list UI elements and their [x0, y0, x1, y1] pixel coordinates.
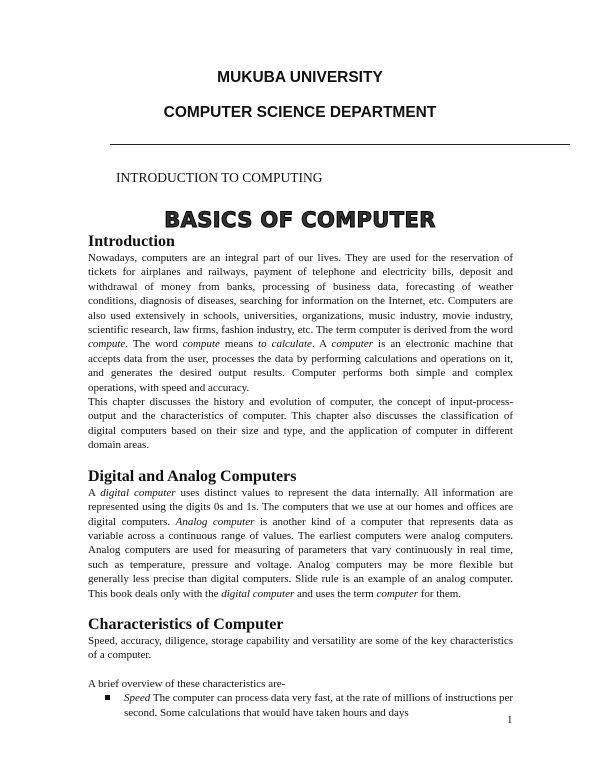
digital-analog-heading: Digital and Analog Computers [88, 467, 297, 485]
characteristics-heading: Characteristics of Computer [88, 615, 284, 633]
document-body [88, 232, 513, 720]
introduction-paragraph-1: Nowadays, computers are an integral part of our lives. They are used for the reservation of tickets for airplanes and railways, payment of telephone and electricity bills, deposit and withdrawal of money from banks, processing of business data, forecasting of weather conditions, diagnosis of diseases, searching for information on the Internet, etc. Computers are also used extensively in schools, universities, organizations, music industry, movie industry, scientific research, law firms, fashion industry, etc. The term computer is derived from the word compute. The word compute means to calculate. A computer is an electronic machine that accepts data from the user, processes the data by performing calculations and operations on it, and generates the desired output results. Computer performs both simple and complex operations, with speed and accuracy. [88, 252, 513, 394]
header-divider [110, 144, 570, 145]
introduction-paragraph-2: This chapter discusses the history and evolution of computer, the concept of input-process-output and the characteristics of computer. This chapter also discusses the classification of digital computers based on their size and type, and the application of computer in different domain areas. [88, 396, 513, 452]
page-number: 1 [507, 714, 513, 726]
digital-analog-paragraph: A digital computer uses distinct values to represent the data internally. All information are represented using the digits 0s and 1s. The computers that we use at our homes and offices are digital computers. Analog computer is another kind of a computer that represents data as variable across a continuous range of values. The earliest computers were analog computers. Analog computers are used for measuring of parameters that vary continuously in real time, such as temperature, pressure and voltage. Analog computers may be more flexible but generally less precise than digital computers. Slide rule is an example of an analog computer. This book deals only with the digital computer and uses the term computer for them. [88, 486, 513, 600]
list-item: Speed The computer can process data very fast, at the rate of millions of instructions per second. Some calculations that would have taken hours and days [88, 691, 513, 720]
characteristics-list [88, 691, 513, 720]
bullet-square-icon [105, 695, 110, 700]
university-name: MUKUBA UNIVERSITY [217, 69, 383, 86]
introduction-heading: Introduction [88, 233, 175, 250]
document-title: BASICS OF COMPUTER [164, 208, 436, 232]
characteristics-paragraph-2: A brief overview of these characteristics are- [88, 677, 286, 690]
department-name: COMPUTER SCIENCE DEPARTMENT [163, 104, 437, 121]
course-title: INTRODUCTION TO COMPUTING [116, 170, 323, 185]
characteristics-paragraph-1: Speed, accuracy, diligence, storage capability and versatility are some of the key characteristics of a computer. [88, 634, 513, 662]
